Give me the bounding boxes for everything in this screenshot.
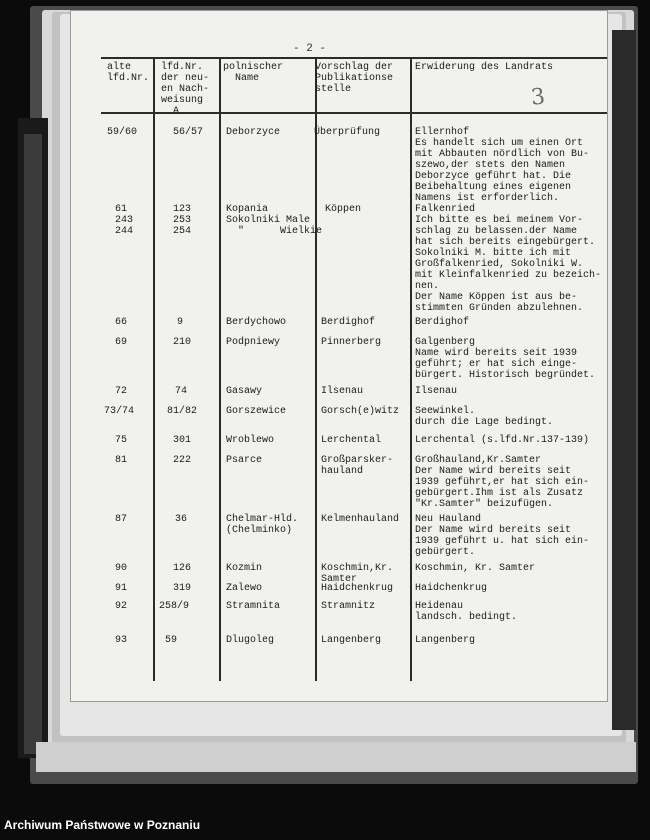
header-proposal: Vorschlag der Publikationse stelle (315, 62, 394, 95)
column-divider (219, 57, 221, 681)
cell-old-number: 73/74 (104, 406, 135, 417)
cell-new-number: 126 (173, 563, 192, 574)
header-new-number: lfd.Nr. der neu- en Nach- weisung A (161, 62, 210, 117)
cell-new-number: 74 (175, 386, 188, 397)
column-divider (410, 57, 412, 681)
pencil-annotation: 3 (529, 84, 547, 111)
folder-bottom-edge (36, 742, 636, 772)
document-page (71, 11, 607, 701)
cell-reply: Seewinkel. durch die Lage bedingt. (415, 406, 554, 428)
page-number: - 2 - (293, 43, 327, 55)
cell-reply: Koschmin, Kr. Samter (415, 563, 536, 574)
cell-reply: Galgenberg Name wird bereits seit 1939 geführt; er hat sich einge- bürgert. Historisch begründet. (415, 337, 596, 381)
cell-proposal: Großparsker- hauland (321, 455, 394, 477)
header-reply: Erwiderung des Landrats (415, 62, 554, 73)
header-polish-name: polnischer Name (223, 62, 284, 84)
cell-old-number: 69 (115, 337, 128, 348)
column-divider (153, 57, 155, 681)
cell-old-number: 92 (115, 601, 128, 612)
cell-proposal: Gorsch(e)witz (321, 406, 400, 417)
header-old-number: alte lfd.Nr. (107, 62, 150, 84)
cell-new-number: 59 (165, 635, 178, 646)
cell-old-number: 81 (115, 455, 128, 466)
cell-old-number: 61 243 244 (115, 204, 134, 237)
cell-polish-name: Deborzyce (226, 127, 281, 138)
cell-reply: Heidenau landsch. bedingt. (415, 601, 518, 623)
cell-reply: Falkenried Ich bitte es bei meinem Vor- schlag zu belassen.der Name hat sich bereits eingebürgert. Sokolniki M. bitte ich mit Großfalkenried, Sokolniki W. mit Kleinfalkenried zu bezeich- nen. Der Name Köppen ist aus be- stimmten Gründen abzulehnen. (415, 204, 602, 314)
folder-edge (612, 30, 636, 730)
cell-new-number: 81/82 (167, 406, 198, 417)
cell-polish-name: Dlugoleg (226, 635, 275, 646)
cell-proposal: Köppen (325, 204, 362, 215)
cell-polish-name: Berdychowo (226, 317, 287, 328)
cell-new-number: 9 (177, 317, 184, 328)
cell-proposal: Haidchenkrug (321, 583, 394, 594)
cell-reply: Haidchenkrug (415, 583, 488, 594)
cell-new-number: 222 (173, 455, 192, 466)
cell-reply: Großhauland,Kr.Samter Der Name wird bereits seit 1939 geführt,er hat sich ein- gebürgert.Ihm ist als Zusatz "Kr.Samter" beizufügen. (415, 455, 590, 510)
cell-polish-name: Wroblewo (226, 435, 275, 446)
cell-polish-name: Kopania Sokolniki Male " Wielkie (226, 204, 323, 237)
cell-proposal: Pinnerberg (321, 337, 382, 348)
cell-old-number: 91 (115, 583, 128, 594)
cell-polish-name: Zalewo (226, 583, 263, 594)
cell-proposal: Lerchental (321, 435, 382, 446)
cell-reply: Ellernhof Es handelt sich um einen Ort mit Abbauten nördlich von Bu- szewo,der stets den Namen Deborzyce geführt hat. Die Beibehaltung eines eigenen Namens ist erforderlich. (415, 127, 590, 204)
cell-reply: Lerchental (s.lfd.Nr.137-139) (415, 435, 590, 446)
cell-old-number: 90 (115, 563, 128, 574)
cell-old-number: 75 (115, 435, 128, 446)
header-top-rule (101, 57, 607, 59)
cell-polish-name: Gorszewice (226, 406, 287, 417)
cell-old-number: 59/60 (107, 127, 138, 138)
cell-reply: Neu Hauland Der Name wird bereits seit 1939 geführt u. hat sich ein- gebürgert. (415, 514, 590, 558)
cell-old-number: 87 (115, 514, 128, 525)
cell-old-number: 66 (115, 317, 128, 328)
cell-polish-name: Kozmin (226, 563, 263, 574)
document-sheet (70, 10, 608, 702)
cell-reply: Langenberg (415, 635, 476, 646)
cell-reply: Ilsenau (415, 386, 458, 397)
cell-proposal: Stramnitz (321, 601, 376, 612)
cell-reply: Berdighof (415, 317, 470, 328)
cell-polish-name: Psarce (226, 455, 263, 466)
archive-watermark: Archiwum Państwowe w Poznaniu (4, 818, 201, 832)
binding-edge (24, 134, 42, 754)
column-divider (315, 57, 317, 681)
cell-proposal: Überprüfung (314, 127, 381, 138)
cell-new-number: 319 (173, 583, 192, 594)
cell-proposal: Kelmenhauland (321, 514, 400, 525)
cell-polish-name: Stramnita (226, 601, 281, 612)
cell-new-number: 36 (175, 514, 188, 525)
cell-proposal: Langenberg (321, 635, 382, 646)
cell-new-number: 210 (173, 337, 192, 348)
cell-proposal: Ilsenau (321, 386, 364, 397)
cell-new-number: 258/9 (159, 601, 190, 612)
cell-polish-name: Podpniewy (226, 337, 281, 348)
cell-new-number: 123 253 254 (173, 204, 192, 237)
cell-old-number: 72 (115, 386, 128, 397)
cell-proposal: Berdighof (321, 317, 376, 328)
cell-new-number: 56/57 (173, 127, 204, 138)
cell-proposal: Koschmin,Kr. Samter (321, 563, 394, 585)
cell-polish-name: Gasawy (226, 386, 263, 397)
cell-polish-name: Chelmar-Hld. (Chelminko) (226, 514, 299, 536)
cell-new-number: 301 (173, 435, 192, 446)
cell-old-number: 93 (115, 635, 128, 646)
